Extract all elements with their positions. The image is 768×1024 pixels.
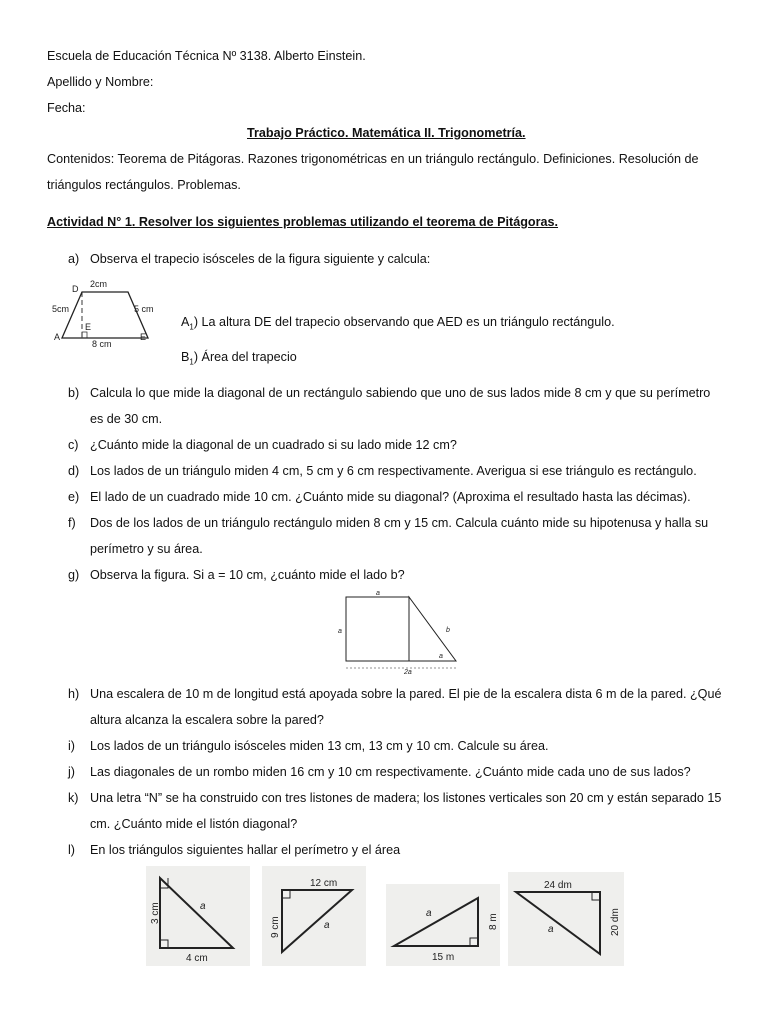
trap-bottom-label: 8 cm — [92, 339, 112, 348]
item-j-text: Las diagonales de un rombo miden 16 cm y 10 cm respectivamente. ¿Cuánto mide cada uno de sus lados? — [90, 765, 691, 779]
tri1-hyp: a — [200, 901, 206, 912]
triangle-2-figure — [262, 866, 366, 966]
trap-e-label: E — [85, 322, 92, 332]
activity-title: Actividad N° 1. Resolver los siguientes problemas utilizando el teorema de Pitágoras. — [47, 215, 559, 229]
trap-left-label: 5cm — [52, 304, 70, 314]
tri3-hyp: a — [426, 908, 432, 919]
item-marker-j: j) — [68, 765, 75, 779]
tri4-hyp: a — [548, 924, 554, 935]
triangle-4-figure — [508, 872, 624, 966]
tri2-side-top: 12 cm — [310, 878, 338, 889]
trap-a-label: A — [54, 332, 61, 342]
triangle-1-figure — [146, 866, 250, 966]
item-h-line-1: Una escalera de 10 m de longitud está apoyada sobre la pared. El pie de la escalera dista 6 m de la pared. ¿Qué — [90, 687, 722, 701]
tri3-side-bottom: 15 m — [432, 952, 455, 963]
item-marker-k: k) — [68, 791, 79, 805]
item-marker-c: c) — [68, 438, 79, 452]
item-l-text: En los triángulos siguientes hallar el perímetro y el área — [90, 843, 401, 857]
fig-g-a-left: a — [338, 628, 342, 635]
item-a-text: Observa el trapecio isósceles de la figura siguiente y calcula: — [90, 252, 431, 266]
item-k-line-1: Una letra “N” se ha construido con tres listones de madera; los listones verticales son 20 cm y están separado 15 — [90, 791, 722, 805]
trapezoid-figure — [50, 276, 170, 348]
fig-g-b: b — [446, 627, 450, 634]
trap-e2-label: E — [140, 332, 147, 342]
trap-right-label: 5 cm — [134, 304, 154, 314]
item-d-text: Los lados de un triángulo miden 4 cm, 5 cm y 6 cm respectivamente. Averigua si ese triángulo es rectángulo. — [90, 464, 697, 478]
tri2-side-left: 9 cm — [270, 916, 281, 938]
fig-g-a-bottom: a — [439, 653, 443, 660]
contents-line-2: triángulos rectángulos. Problemas. — [47, 178, 241, 192]
school-name: Escuela de Educación Técnica Nº 3138. Alberto Einstein. — [47, 49, 366, 63]
item-g-text: Observa la figura. Si a = 10 cm, ¿cuánto mide el lado b? — [90, 568, 405, 582]
item-e-text: El lado de un cuadrado mide 10 cm. ¿Cuánto mide su diagonal? (Aproxima el resultado hasta las décimas). — [90, 490, 691, 504]
contents-line-1: Contenidos: Teorema de Pitágoras. Razones trigonométricas en un triángulo rectángulo. Definiciones. Resolución de — [47, 152, 699, 166]
item-marker-l: l) — [68, 843, 75, 857]
date-label: Fecha: — [47, 101, 86, 115]
tri2-hyp: a — [324, 920, 330, 931]
tri1-side-vertical: 3 cm — [150, 902, 161, 924]
item-marker-i: i) — [68, 739, 75, 753]
item-k-line-2: cm. ¿Cuánto mide el listón diagonal? — [90, 817, 298, 831]
name-label: Apellido y Nombre: — [47, 75, 154, 89]
square-triangle-figure — [336, 588, 466, 674]
item-marker-d: d) — [68, 464, 80, 478]
subitem-b1: $B_1$) Área del trapecio — [181, 350, 297, 367]
item-marker-g: g) — [68, 568, 80, 582]
item-f-line-1: Dos de los lados de un triángulo rectángulo miden 8 cm y 15 cm. Calcula cuánto mide su hipotenusa y halla su — [90, 516, 709, 530]
tri1-side-bottom: 4 cm — [186, 953, 208, 964]
item-f-line-2: perímetro y su área. — [90, 542, 203, 556]
trap-top-label: 2cm — [90, 279, 108, 289]
item-h-line-2: altura alcanza la escalera sobre la pared? — [90, 713, 324, 727]
tri4-side-top: 24 dm — [544, 880, 572, 891]
tri4-side-right: 20 dm — [610, 908, 621, 936]
subitem-a1: $A_1$) La altura DE del trapecio observando que AED es un triángulo rectángulo. — [181, 315, 615, 332]
item-marker-a: a) — [68, 252, 80, 266]
worksheet-title: Trabajo Práctico. Matemática II. Trigonometría. — [247, 126, 526, 140]
item-c-text: ¿Cuánto mide la diagonal de un cuadrado si su lado mide 12 cm? — [90, 438, 457, 452]
item-i-text: Los lados de un triángulo isósceles miden 13 cm, 13 cm y 10 cm. Calcule su área. — [90, 739, 549, 753]
item-b-line-2: es de 30 cm. — [90, 412, 163, 426]
trap-d-label: D — [72, 284, 79, 294]
item-marker-b: b) — [68, 386, 80, 400]
item-marker-h: h) — [68, 687, 80, 701]
tri3-side-right: 8 m — [488, 913, 499, 930]
item-marker-f: f) — [68, 516, 76, 530]
item-b-line-1: Calcula lo que mide la diagonal de un rectángulo sabiendo que uno de sus lados mide 8 cm y que su perímetro — [90, 386, 711, 400]
triangle-3-figure — [386, 884, 500, 966]
item-marker-e: e) — [68, 490, 80, 504]
fig-g-base: 2a — [404, 669, 412, 674]
fig-g-a-top: a — [376, 590, 380, 597]
